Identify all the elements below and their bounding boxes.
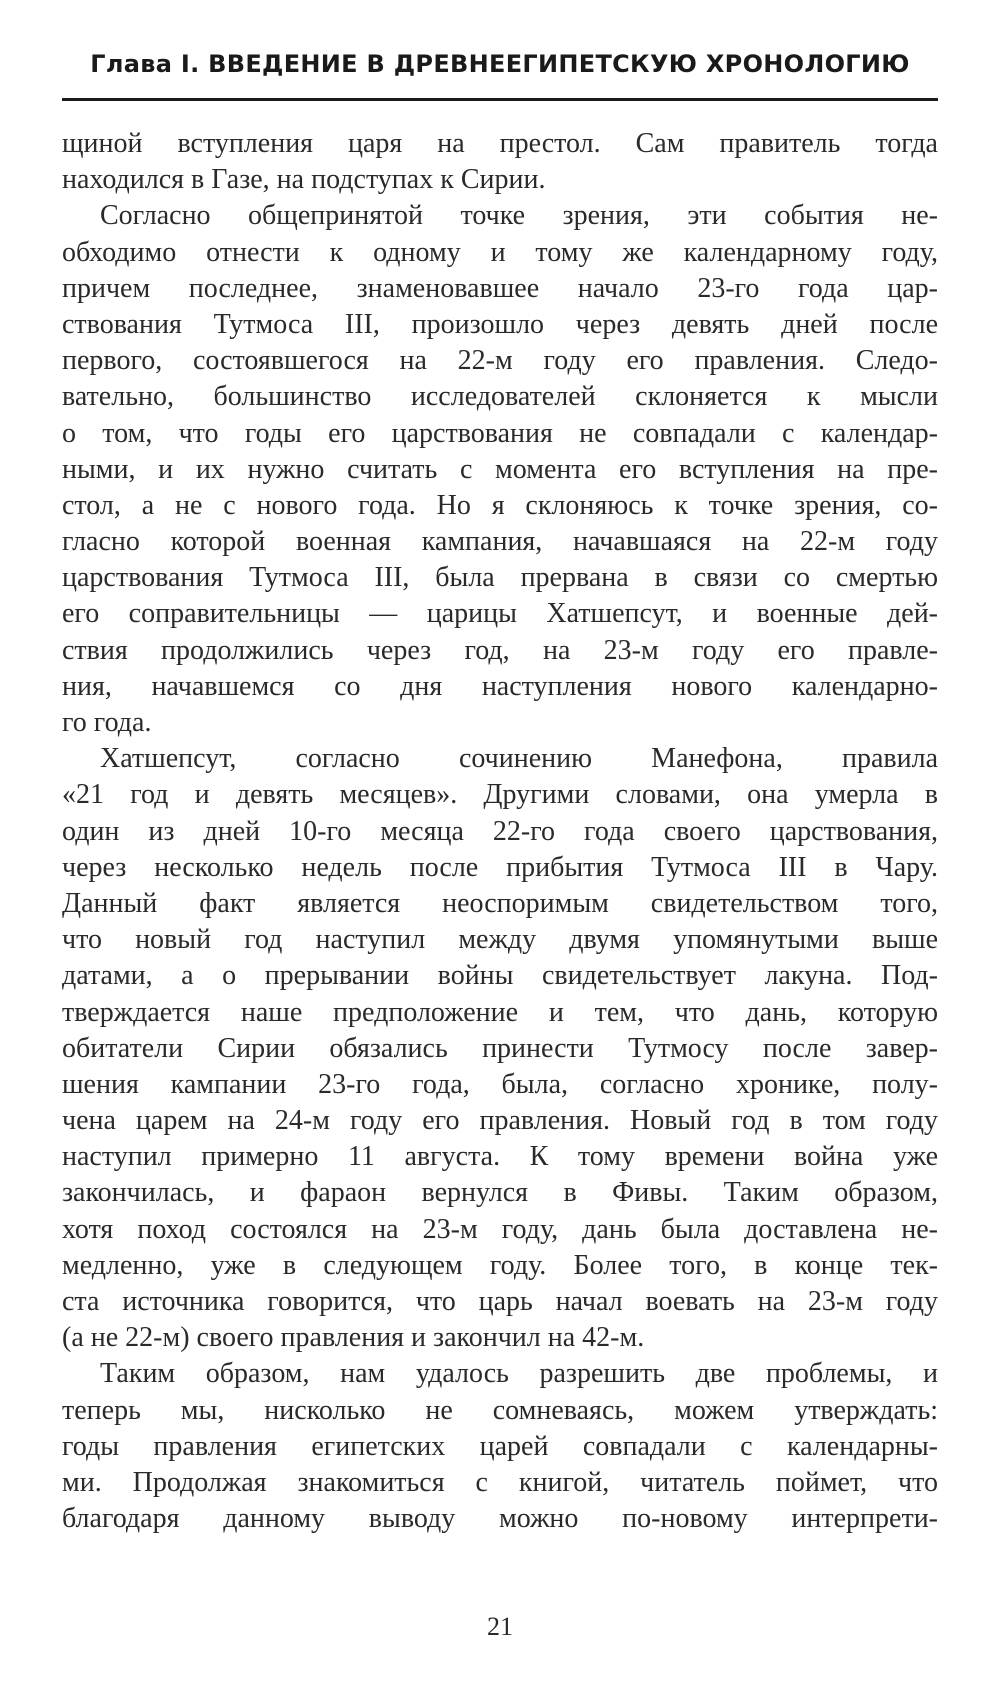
text-line: обходимо отнести к одному и тому же календарному году, bbox=[62, 236, 938, 268]
text-line: обитатели Сирии обязались принести Тутмосу после завер- bbox=[62, 1032, 938, 1064]
text-line: что новый год наступил между двумя упомянутыми выше bbox=[62, 924, 938, 956]
text-line: медленно, уже в следующем году. Более того, в конце тек- bbox=[62, 1249, 938, 1281]
text-line: его соправительницы — царицы Хатшепсут, и военные дей- bbox=[62, 598, 938, 630]
text-line: го года. bbox=[62, 707, 152, 738]
text-line: наступил примерно 11 августа. К тому времени война уже bbox=[62, 1141, 938, 1173]
text-line: Согласно общепринятой точке зрения, эти события не- bbox=[100, 200, 938, 232]
text-line: хотя поход состоялся на 23-м году, дань была доставлена не- bbox=[62, 1213, 938, 1245]
text-line: ния, начавшемся со дня наступления нового календарно- bbox=[62, 670, 938, 702]
text-line: закончилась, и фараон вернулся в Фивы. Таким образом, bbox=[62, 1177, 938, 1209]
text-line: благодаря данному выводу можно по-новому интерпрети- bbox=[62, 1503, 938, 1535]
text-line: шения кампании 23-го года, была, согласно хронике, полу- bbox=[62, 1068, 938, 1100]
text-line: причем последнее, знаменовавшее начало 23-го года цар- bbox=[62, 272, 938, 304]
text-line: ми. Продолжая знакомиться с книгой, читатель поймет, что bbox=[62, 1466, 938, 1498]
text-line: «21 год и девять месяцев». Другими словами, она умерла в bbox=[62, 779, 938, 811]
text-line: чена царем на 24-м году его правления. Новый год в том году bbox=[62, 1105, 938, 1137]
text-line: годы правления египетских царей совпадали с календарны- bbox=[62, 1430, 938, 1462]
text-line: датами, а о прерывании войны свидетельствует лакуна. Под- bbox=[62, 960, 938, 992]
text-line: ными, и их нужно считать с момента его вступления на пре- bbox=[62, 453, 938, 485]
text-line: Данный факт является неоспоримым свидетельством того, bbox=[62, 887, 938, 919]
text-line: теперь мы, нисколько не сомневаясь, можем утверждать: bbox=[62, 1394, 938, 1426]
text-line: тверждается наше предположение и тем, что дань, которую bbox=[62, 996, 938, 1028]
text-line: ствования Тутмоса III, произошло через девять дней после bbox=[62, 308, 938, 340]
text-line: царствования Тутмоса III, была прервана в связи со смертью bbox=[62, 562, 938, 594]
text-line: вательно, большинство исследователей склоняется к мысли bbox=[62, 381, 938, 413]
body-text bbox=[62, 126, 938, 1537]
text-line: Хатшепсут, согласно сочинению Манефона, правила bbox=[100, 743, 938, 775]
text-line: о том, что годы его царствования не совпадали с календар- bbox=[62, 417, 938, 449]
text-line: через несколько недель после прибытия Тутмоса III в Чару. bbox=[62, 851, 938, 883]
text-line: первого, состоявшегося на 22-м году его правления. Следо- bbox=[62, 345, 938, 377]
text-line: (а не 22-м) своего правления и закончил на 42-м. bbox=[62, 1322, 645, 1354]
text-line: ствия продолжились через год, на 23-м году его правле- bbox=[62, 634, 938, 666]
text-line: щиной вступления царя на престол. Сам правитель тогда bbox=[62, 128, 938, 159]
text-line: стол, а не с нового года. Но я склоняюсь к точке зрения, со- bbox=[62, 489, 938, 521]
text-line: один из дней 10-го месяца 22-го года своего царствования, bbox=[62, 815, 938, 847]
text-line: гласно которой военная кампания, начавшаяся на 22-м году bbox=[62, 526, 938, 558]
text-line: Таким образом, нам удалось разрешить две проблемы, и bbox=[100, 1358, 938, 1390]
text-line: ста источника говорится, что царь начал воевать на 23-м году bbox=[62, 1286, 938, 1317]
text-line: находился в Газе, на подступах к Сирии. bbox=[62, 164, 546, 196]
running-head: Глава I. ВВЕДЕНИЕ В ДРЕВНЕЕГИПЕТСКУЮ ХРОНОЛОГИЮ bbox=[90, 50, 910, 78]
page-number: 21 bbox=[487, 1612, 513, 1641]
header-rule bbox=[62, 98, 938, 101]
